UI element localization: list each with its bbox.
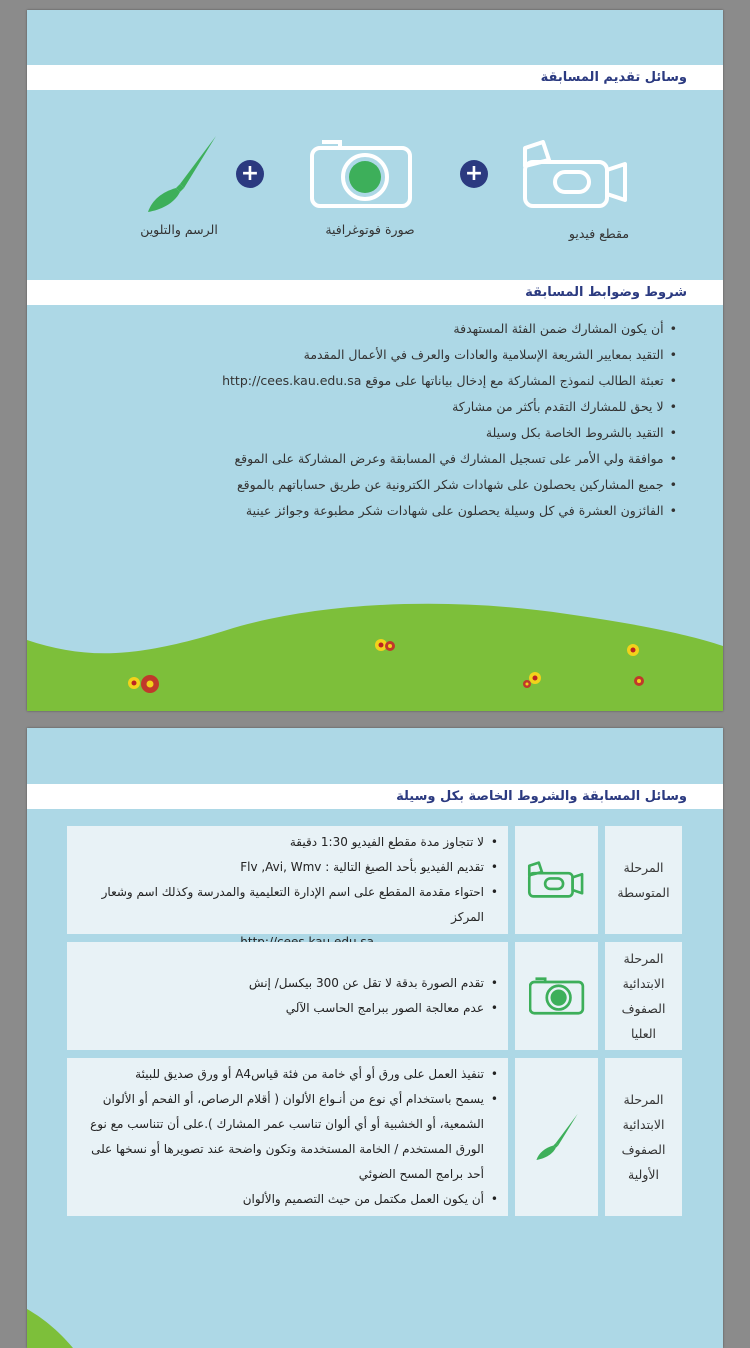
conditions-cell-video [67, 826, 508, 934]
stage-label: الصفوف [621, 1142, 666, 1157]
media-heading: وسائل تقديم المسابقة [540, 70, 687, 85]
stage-cell-upper-primary [605, 942, 682, 1050]
condition-item: • عدم معالجة الصور ببرامج الحاسب الآلي [73, 996, 500, 1021]
icon-cell-drawing [515, 1058, 598, 1216]
media-label-photo: صورة فوتوغرافية [325, 222, 415, 237]
icon-cell-video [515, 826, 598, 934]
rules-heading: شروط وضوابط المسابقة [525, 285, 687, 300]
grass-hill [27, 600, 723, 711]
condition-item: • يسمح باستخدام أي نوع من أنـواع الألوان ( أقلام الرصاص، أو الفحم أو الألوان الشمعية، أو الخشبية أو أي ألوان تناسب عمر المشارك ).على أن تتناسب مع نوع الورق المستخدم / الخامة المستخدمة وتكون واضحة عند تصويرها أو نسخها على أحد برامج المسح الضوئي [73, 1087, 500, 1187]
grass-corner [27, 1303, 87, 1348]
rule-item: • أن يكون المشارك ضمن الفئة المستهدفة [77, 316, 677, 342]
rules-list [77, 316, 677, 524]
condition-item: • تقدم الصورة بدقة لا تقل عن 300 بيكسل/ إنش [73, 971, 500, 996]
page-1 [27, 10, 723, 711]
paintbrush-icon [534, 1112, 580, 1162]
rules-heading-band [27, 280, 723, 305]
rule-item: • الفائزون العشرة في كل وسيلة يحصلون على شهادات شكر مطبوعة وجوائز عينية [77, 498, 677, 524]
plus-icon: + [236, 160, 264, 188]
condition-item: • احتواء مقدمة المقطع على اسم الإدارة التعليمية والمدرسة وكذلك اسم وشعار المركز [73, 880, 500, 955]
stage-label: المرحلة [623, 1092, 664, 1107]
media-label-drawing: الرسم والتلوين [140, 222, 218, 237]
rule-item: • التقيد بالشروط الخاصة بكل وسيلة [77, 420, 677, 446]
paintbrush-icon [144, 134, 220, 214]
stage-label: الصفوف [621, 1001, 666, 1016]
page2-heading: وسائل المسابقة والشروط الخاصة بكل وسيلة [396, 789, 687, 804]
plus-icon: + [460, 160, 488, 188]
page-2 [27, 728, 723, 1348]
video-camera-icon [524, 860, 590, 900]
condition-item: • لا تتجاوز مدة مقطع الفيديو 1:30 دقيقة [73, 830, 500, 855]
flower-icon [634, 676, 644, 686]
condition-item: • تنفيذ العمل على ورق أو أي خامة من فئة قياسA4 أو ورق صديق للبيئة [73, 1062, 500, 1087]
stage-label: المتوسطة [617, 885, 670, 900]
video-camera-icon [515, 140, 640, 210]
stage-label: المرحلة [623, 951, 664, 966]
photo-camera-icon [529, 976, 585, 1016]
conditions-cell-drawing [67, 1058, 508, 1216]
conditions-list [67, 826, 508, 955]
rule-item: • لا يحق للمشارك التقدم بأكثر من مشاركة [77, 394, 677, 420]
stage-label: الابتدائية [622, 1117, 665, 1132]
media-label-video: مقطع فيديو [568, 226, 630, 241]
stage-label: المرحلة [623, 860, 664, 875]
condition-item: • أن يكون العمل مكتمل من حيث التصميم والألوان [73, 1187, 500, 1212]
rule-item: • جميع المشاركين يحصلون على شهادات شكر الكترونية عن طريق حساباتهم بالموقع [77, 472, 677, 498]
conditions-list [67, 971, 508, 1021]
stage-label: الأولية [628, 1167, 659, 1182]
photo-camera-icon [310, 138, 414, 210]
condition-item: • تقديم الفيديو بأحد الصيغ التالية : Flv ,Avi, Wmv [73, 855, 500, 880]
flower-icon [627, 644, 639, 656]
rule-item: • تعبئة الطالب لنموذج المشاركة مع إدخال بياناتها على موقع http://cees.kau.edu.sa [77, 368, 677, 394]
stage-cell-lower-primary [605, 1058, 682, 1216]
conditions-cell-photo [67, 942, 508, 1050]
page2-heading-band [27, 784, 723, 809]
stage-cell-intermediate [605, 826, 682, 934]
conditions-list [67, 1058, 508, 1212]
media-heading-band [27, 65, 723, 90]
rule-item: • التقيد بمعايير الشريعة الإسلامية والعادات والعرف في الأعمال المقدمة [77, 342, 677, 368]
icon-cell-photo [515, 942, 598, 1050]
stage-label: العليا [630, 1026, 657, 1041]
stage-label: الابتدائية [622, 976, 665, 991]
rule-item: • موافقة ولي الأمر على تسجيل المشارك في المسابقة وعرض المشاركة على الموقع [77, 446, 677, 472]
